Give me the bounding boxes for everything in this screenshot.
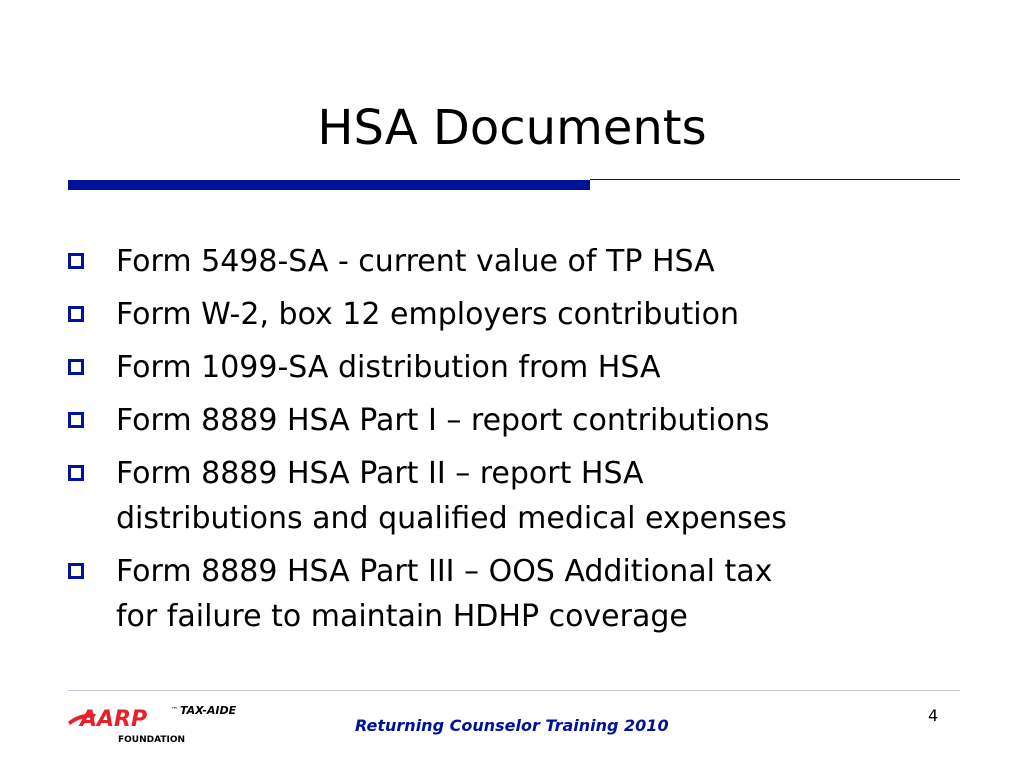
- bullet-text-line: distributions and qualified medical expenses: [116, 501, 787, 536]
- bullet-text-line: Form 1099-SA distribution from HSA: [116, 350, 661, 385]
- hollow-square-bullet-icon: [68, 412, 84, 428]
- hollow-square-bullet-icon: [68, 563, 84, 579]
- bullet-text-line: Form 8889 HSA Part II – report HSA: [116, 456, 644, 491]
- bullet-item: [68, 546, 968, 643]
- hollow-square-bullet-icon: [68, 359, 84, 375]
- bullet-item: [68, 448, 968, 545]
- title-underline-thin: [590, 179, 960, 180]
- footer-divider: [68, 690, 960, 691]
- hollow-square-bullet-icon: [68, 465, 84, 481]
- bullet-text-line: Form 8889 HSA Part I – report contributions: [116, 403, 770, 438]
- bullet-text-line: Form 8889 HSA Part III – OOS Additional tax: [116, 554, 773, 589]
- bullet-text-line: Form 5498-SA - current value of TP HSA: [116, 244, 715, 279]
- bullet-text-line: for failure to maintain HDHP coverage: [116, 599, 688, 634]
- bullet-list: [68, 236, 968, 644]
- logo-foundation: FOUNDATION: [118, 735, 186, 745]
- aarp-foundation-tax-aide-logo: [66, 700, 286, 750]
- hollow-square-bullet-icon: [68, 306, 84, 322]
- bullet-text-line: Form W-2, box 12 employers contribution: [116, 297, 739, 332]
- title-underline-thick: [68, 180, 590, 190]
- footer-text: Returning Counselor Training 2010: [355, 716, 669, 735]
- bullet-item: [68, 342, 968, 394]
- logo-trademark: ™: [171, 706, 178, 714]
- page-number: 4: [928, 706, 939, 725]
- logo-brand: AARP: [80, 707, 148, 732]
- bullet-item: [68, 236, 968, 288]
- logo-program: TAX-AIDE: [180, 704, 237, 717]
- slide-title: HSA Documents: [317, 100, 707, 156]
- bullet-item: [68, 395, 968, 447]
- bullet-item: [68, 289, 968, 341]
- hollow-square-bullet-icon: [68, 253, 84, 269]
